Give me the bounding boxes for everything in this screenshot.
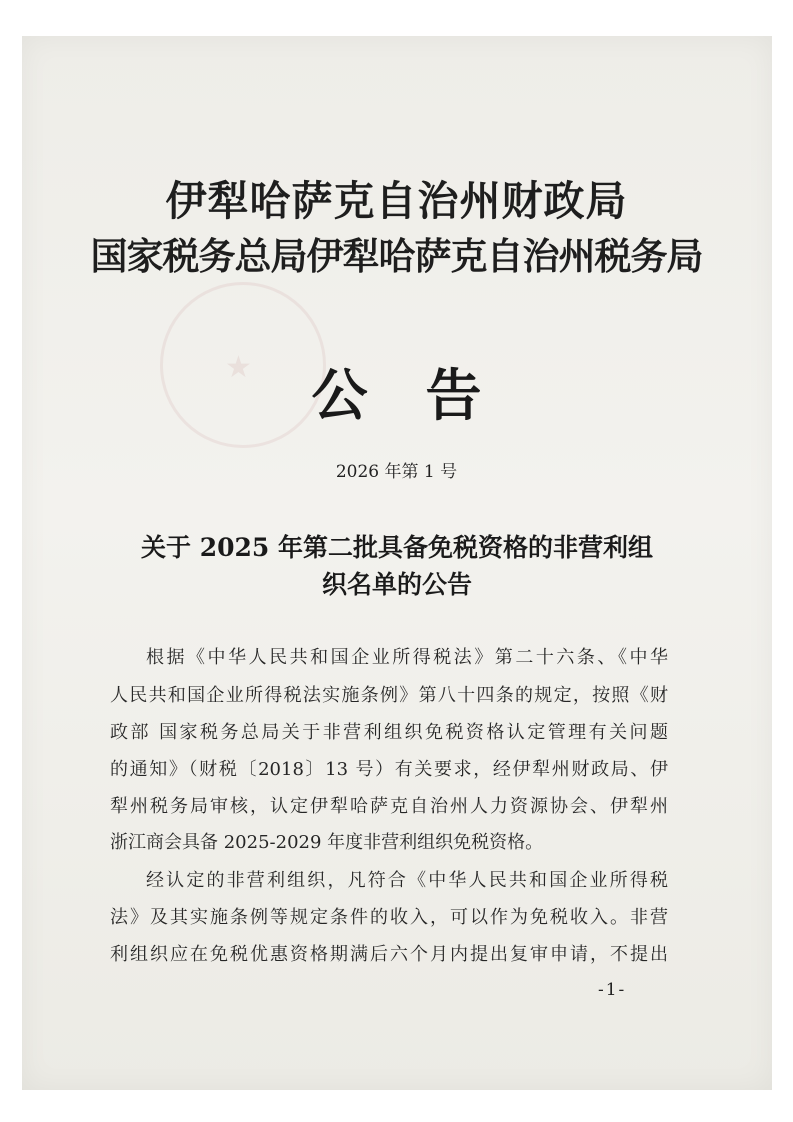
document-type-heading: 公告 [311,364,540,429]
page-number: -1- [598,980,627,1000]
body-line: 浙江商会具备 2025-2029 年度非营利组织免税资格。 [110,832,544,853]
body-line: 经认定的非营利组织，凡符合《中华人民共和国企业所得税 [146,870,668,891]
body-line: 的通知》（财税〔2018〕13 号）有关要求，经伊犁州财政局、伊 [110,759,668,780]
body-line: 犁州税务局审核，认定伊犁哈萨克自治州人力资源协会、伊犁州 [110,796,668,817]
body-line: 法》及其实施条例等规定条件的收入，可以作为免税收入。非营 [110,907,668,928]
body-line: 政部 国家税务总局关于非营利组织免税资格认定管理有关问题 [110,722,668,743]
announcement-title-line-1: 关于 2025 年第二批具备免税资格的非营利组 [141,533,653,562]
body-line: 利组织应在免税优惠资格期满后六个月内提出复审申请，不提出 [110,944,668,965]
document-number: 2026 年第 1 号 [335,462,458,482]
seal-star-icon: ★ [225,350,252,385]
body-line: 根据《中华人民共和国企业所得税法》第二十六条、《中华 [146,647,668,668]
issuer-line-1: 伊犁哈萨克自治州财政局 [165,177,628,225]
body-line: 人民共和国企业所得税法实施条例》第八十四条的规定，按照《财 [110,685,668,706]
issuer-line-2: 国家税务总局伊犁哈萨克自治州税务局 [90,235,703,278]
announcement-title-line-2: 织名单的公告 [321,570,472,599]
